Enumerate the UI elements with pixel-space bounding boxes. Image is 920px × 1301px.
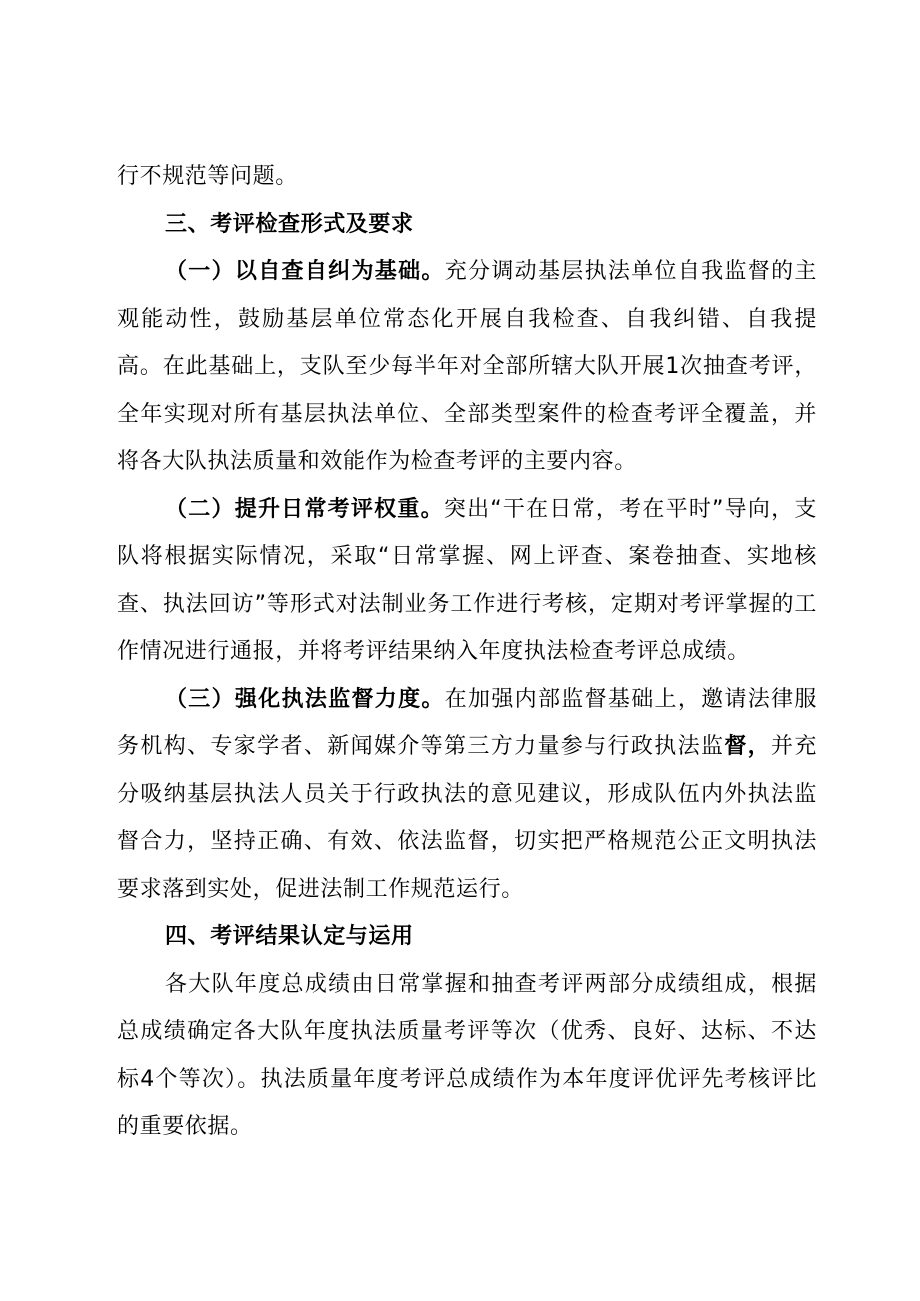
paragraph-section-4: 各大队年度总成绩由日常掌握和抽查考评两部分成绩组成，根据总成绩确定各大队年度执法质量考评等次（优秀、良好、达标、不达标4个等次）。执法质量年度考评总成绩作为本年度评优评先考核评比的重要依据。 (117, 971, 817, 1139)
section-heading-3: 三、考评检查形式及要求 (165, 211, 414, 237)
paragraph-item-1 (117, 248, 817, 486)
item-1-body: 充分调动基层执法单位自我监督的主观能动性，鼓励基层单位常态化开展自我检查、自我纠错、自我提高。在此基础上，支队至少每半年对全部所辖大队开展1次抽查考评，全年实现对所有基层执法单位、全部类型案件的检查考评全覆盖，并将各大队执法质量和效能作为检查考评的主要内容。 (117, 259, 817, 474)
item-2-body: 突出“干在日常，考在平时”导向，支队将根据实际情况，采取“日常掌握、网上评查、案卷抽查、实地核查、执法回访”等形式对法制业务工作进行考核，定期对考评掌握的工作情况进行通报，并将考评结果纳入年度执法检查考评总成绩。 (117, 496, 817, 664)
paragraph-item-3 (117, 676, 817, 914)
item-3-lead: （三）强化执法监督力度。 (165, 686, 445, 712)
section-heading-4: 四、考评结果认定与运用 (165, 924, 414, 949)
item-3-body-part1: 在加强内部监督基础上，邀请法律服务机构、专家学者、新闻媒介等第三方力量参与行政执法监 (117, 686, 817, 759)
continuation-paragraph: 行不规范等问题。 (117, 164, 298, 189)
item-3-body-bold: 督， (724, 734, 772, 759)
item-1-lead: （一）以自查自纠为基础。 (165, 259, 445, 284)
item-3-body-part2: 并充分吸纳基层执法人员关于行政执法的意见建议，形成队伍内外执法监督合力，坚持正确、有效、依法监督，切实把严格规范公正文明执法要求落到实处，促进法制工作规范运行。 (117, 734, 817, 902)
document-body (117, 153, 817, 1151)
paragraph-item-2 (117, 486, 817, 676)
item-2-lead: （二）提升日常考评权重。 (165, 496, 444, 522)
